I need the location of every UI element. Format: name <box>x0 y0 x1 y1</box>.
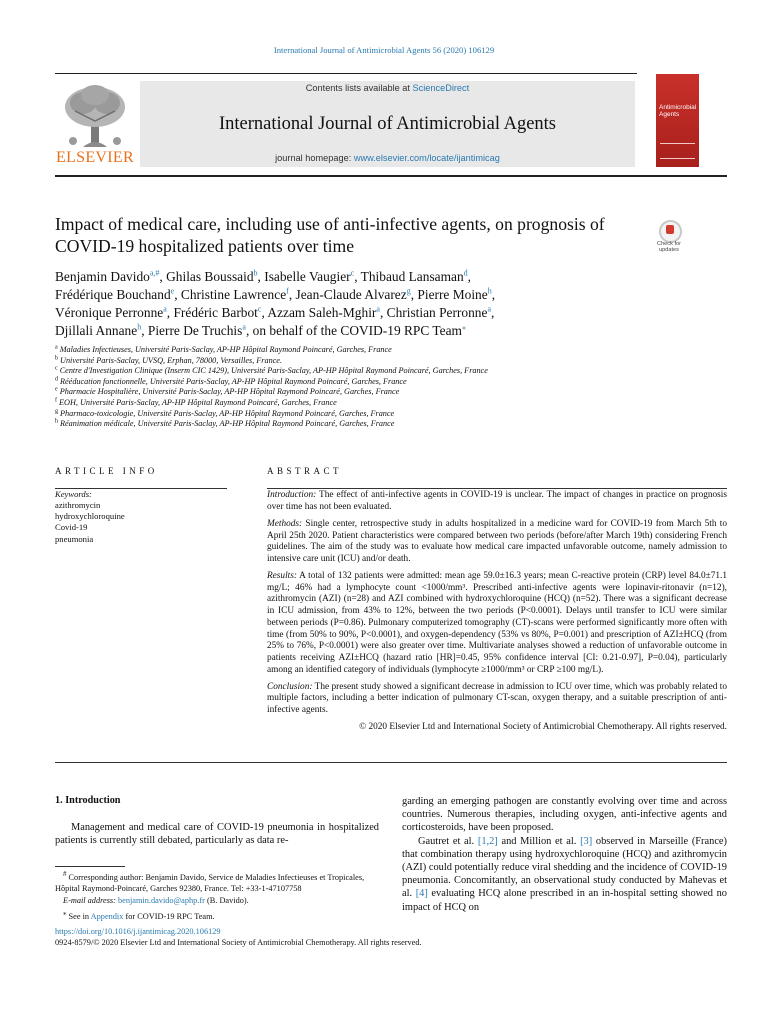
author-name: Jean-Claude Alvarez <box>295 287 407 302</box>
masthead-rule <box>55 175 727 177</box>
check-updates-line1: Check for <box>657 241 681 247</box>
abstract-introduction <box>267 490 727 513</box>
contents-prefix: Contents lists available at <box>305 83 413 93</box>
author: Jean-Claude Alvarez$^g$, <box>295 286 418 302</box>
affiliation <box>55 398 615 409</box>
author: Pierre Moine$^h$, <box>417 286 496 302</box>
email-note <box>55 895 385 906</box>
keyword: hydroxychloroquine <box>55 511 125 522</box>
author-affiliation-link[interactable]: a <box>376 304 380 314</box>
author: Isabelle Vaugier$^c$, <box>264 268 361 284</box>
author: Christian Perronne$^a$, <box>386 304 495 320</box>
author: Christine Lawrence$^f$, <box>180 286 296 302</box>
author-affiliation-link[interactable]: c <box>257 304 262 314</box>
author-affiliation-link[interactable]: g <box>406 286 411 296</box>
keyword-list <box>55 500 125 545</box>
check-updates-icon <box>659 220 682 243</box>
abstract-conclusion <box>267 682 727 717</box>
email-suffix: (B. Davido). <box>204 896 249 906</box>
affiliation-marker: g <box>55 407 58 414</box>
homepage-prefix: journal homepage: <box>275 153 354 163</box>
author-name: Ghilas Boussaid <box>166 269 254 284</box>
homepage-link[interactable]: www.elsevier.com/locate/ijantimicag <box>353 153 500 163</box>
email-label: E-mail address: <box>63 896 116 906</box>
abstract-copyright: © 2020 Elsevier Ltd and International Society of Antimicrobial Chemotherapy. All rights reserved. <box>359 722 727 733</box>
affiliation <box>55 345 615 356</box>
journal-reference[interactable]: International Journal of Antimicrobial Agents 56 (2020) 106129 <box>273 45 495 55</box>
author-affiliation-link[interactable]: ⁎ <box>461 322 466 332</box>
abstract-results <box>267 571 727 676</box>
cover-decoration <box>660 143 695 159</box>
keyword: azithromycin <box>55 500 101 510</box>
author-name: on behalf of the COVID-19 RPC Team <box>252 323 462 338</box>
author-affiliation-link[interactable]: d <box>463 268 468 278</box>
abstract-body <box>267 490 727 739</box>
abstract-bottom-rule <box>55 762 727 763</box>
affiliation-text: Rééducation fonctionnelle, Université Paris-Saclay, AP-HP Hôpital Raymond Poincaré, Garches, France <box>60 376 407 386</box>
footnote-text: for COVID-19 RPC Team. <box>123 911 215 921</box>
reference-link[interactable]: [3] <box>580 835 593 847</box>
author-affiliation-link[interactable]: f <box>286 286 289 296</box>
abstract-results-label: Results: <box>267 571 297 581</box>
affiliation-marker: f <box>55 397 57 404</box>
corresponding-author-note <box>55 869 385 894</box>
keyword: Covid-19 <box>55 522 88 533</box>
cover-title <box>659 104 696 118</box>
reference-link[interactable]: [4] <box>415 888 428 900</box>
author-name: Frédéric Barbot <box>173 305 258 320</box>
affiliation-marker: b <box>55 354 58 361</box>
author-affiliation-link[interactable]: h <box>487 286 492 296</box>
check-for-updates-button[interactable] <box>651 218 687 256</box>
author-affiliation-link[interactable]: b <box>253 268 258 278</box>
body-paragraph <box>402 835 727 914</box>
affiliation-text: Maladies Infectieuses, Université Paris-Saclay, AP-HP Hôpital Raymond Poincaré, Garches, France <box>59 345 392 354</box>
cover-title-line2: Agents <box>659 111 680 118</box>
journal-banner <box>140 81 635 167</box>
author: Thibaud Lansaman$^d$, <box>360 268 472 284</box>
affiliation-text: Université Paris-Saclay, UVSQ, Erphan, 78000, Versailles, France. <box>60 355 282 365</box>
email-link[interactable]: benjamin.davido@aphp.fr <box>118 896 205 906</box>
author: Benjamin Davido$^{a,\#}$, <box>55 268 167 284</box>
author: Pierre De Truchis$^a$, <box>147 322 253 338</box>
abstract-rule <box>267 488 727 489</box>
header-rule <box>55 73 637 74</box>
contents-availability <box>140 83 635 93</box>
affiliation-marker: a <box>55 344 58 351</box>
abstract-methods-text: Single center, retrospective study in adults hospitalized in a medicine ward for COVID-19 from March 5th to April 25th 2020. Patient characteristics were compared between two periods (before/after March 19th) considering French guidelines. The aim of the study was to evaluate how medical care impacted unfavorable outcome, namely admission to intensive care unit (ICU) and/or death. <box>267 518 727 564</box>
abstract-conclusion-label: Conclusion: <box>267 681 313 692</box>
appendix-link[interactable]: Appendix <box>90 911 124 921</box>
affiliation-text: Réanimation médicale, Université Paris-Saclay, AP-HP Hôpital Raymond Poincaré, Garches, France <box>60 419 395 429</box>
author: Frédérique Bouchand$^e$, <box>55 286 181 302</box>
check-updates-line2: updates <box>659 247 679 253</box>
body-text: Gautret et al. <box>418 835 478 847</box>
author-affiliation-link[interactable]: e <box>170 286 175 296</box>
affiliation-text: EOH, Université Paris-Saclay, AP-HP Hôpital Raymond Poincaré, Garches, France <box>59 397 337 407</box>
author: Azzam Saleh-Mghir$^a$, <box>267 304 387 320</box>
author-name: Véronique Perronne <box>55 305 164 320</box>
body-text: observed in Marseille (France) that combination therapy using hydroxychloroquine (HCQ) and azithromycin (AZI) could potentially reduce viral shedding and the incidence of COVID-19 pneumonia. Concomitantly, an observational study conducted by Mahevas et al. <box>402 835 728 900</box>
affiliation-marker: d <box>55 376 58 383</box>
affiliation <box>55 387 615 398</box>
publisher-wordmark: ELSEVIER <box>56 149 134 166</box>
author-affiliation-link[interactable]: h <box>137 322 142 332</box>
journal-cover-thumbnail[interactable] <box>656 74 699 167</box>
article-info-heading: ARTICLE INFO <box>55 466 158 476</box>
introduction-heading: 1. Introduction <box>55 795 121 806</box>
doi-link[interactable]: https://doi.org/10.1016/j.ijantimicag.2020.106129 <box>55 927 221 936</box>
author-name: Thibaud Lansaman <box>360 269 464 284</box>
sciencedirect-link[interactable]: ScienceDirect <box>412 83 470 93</box>
abstract-introduction-text: The effect of anti-infective agents in COVID-19 is unclear. The impact of changes in practice on prognosis over time has not been evaluated. <box>267 490 727 512</box>
affiliation <box>55 366 615 377</box>
author-group <box>253 323 466 338</box>
check-updates-label <box>651 241 687 253</box>
abstract-heading: ABSTRACT <box>267 466 343 476</box>
author-name: Isabelle Vaugier <box>264 269 351 284</box>
author-affiliation-link[interactable]: a <box>242 322 246 332</box>
footnote-rule <box>55 866 125 867</box>
body-text: and Million et al. <box>497 835 581 847</box>
keyword: pneumonia <box>55 533 94 544</box>
author: Frédéric Barbot$^c$, <box>173 304 268 320</box>
author-name: Christine Lawrence <box>180 287 287 302</box>
footnote-text: See in <box>66 911 91 921</box>
cover-title-line1: Antimicrobial <box>659 104 697 111</box>
affiliation-marker: h <box>55 418 58 425</box>
issn-copyright: 0924-8579/© 2020 Elsevier Ltd and International Society of Antimicrobial Chemotherapy. All rights reserved. <box>55 938 422 947</box>
abstract-introduction-label: Introduction: <box>267 490 317 500</box>
abstract-conclusion-text: The present study showed a significant decrease in admission to ICU over time, which was probably related to multiple factors, including a better indication of pulmonary CT-scan, oxygen therapy, and a suitable prescription of anti-infective agents. <box>267 681 727 716</box>
author-name: Pierre De Truchis <box>147 323 243 338</box>
author-name: Christian Perronne <box>386 305 488 320</box>
author: Ghilas Boussaid$^b$, <box>166 268 265 284</box>
affiliation-list <box>55 345 615 430</box>
footnotes <box>55 869 385 923</box>
author-name: Azzam Saleh-Mghir <box>267 305 377 320</box>
reference-link[interactable]: [1,2] <box>477 835 498 847</box>
author-name: Pierre Moine <box>417 287 488 302</box>
affiliation-text: Centre d'Investigation Clinique (Inserm CIC 1429), Université Paris-Saclay, AP-HP Hôpital Raymond Poincaré, Garches, France <box>59 366 488 376</box>
author-name: Benjamin Davido <box>55 269 150 284</box>
footnote-marker: ⁎ <box>63 909 67 917</box>
footnote-text: Corresponding author: Benjamin Davido, Service de Maladies Infectieuses et Tropicales, Hôpital Raymond-Poincaré, Garches 92380, France. Tel: +33-1-47107758 <box>55 872 365 893</box>
affiliation <box>55 356 615 367</box>
abstract-methods-label: Methods: <box>267 518 303 529</box>
author: Véronique Perronne$^a$, <box>55 304 174 320</box>
affiliation <box>55 409 615 420</box>
affiliation-marker: e <box>55 386 58 393</box>
author-name: Frédérique Bouchand <box>55 287 171 302</box>
affiliation <box>55 419 615 430</box>
affiliation-text: Pharmacie Hospitalière, Université Paris-Saclay, AP-HP Hôpital Raymond Poincaré, Garches, France <box>59 387 400 397</box>
article-title: Impact of medical care, including use of anti-infective agents, on prognosis of COVID-19 hospitalized patients over time <box>55 214 605 256</box>
body-right-column <box>402 795 727 914</box>
tree-icon <box>55 81 135 151</box>
body-text: evaluating HCQ alone prescribed in an in-hospital setting showed no impact of HCQ on <box>402 888 727 913</box>
affiliation <box>55 377 615 388</box>
affiliation-text: Pharmaco-toxicologie, Université Paris-Saclay, AP-HP Hôpital Raymond Poincaré, Garches, France <box>60 408 395 418</box>
abstract-results-text: A total of 132 patients were admitted: mean age 59.0±16.3 years; mean C-reactive protein (CRP) level 84.0±71.1 mg/L; 46% had a lymphocyte count <1000/mm³. Prescribed anti-infective agents were lopinavir-ritonavir (n=12), azithromycin (AZI) (n=28) and AZI combined with hydroxychloroquine (HCQ) (n=52). There was a significant decrease in ICU admission, from 43% to 12%, between the two periods (P<0.0001). Delays until transfer to ICU were similar between periods (P=0.86). Pulmonary computerized tomography (CT)-scans were performed significantly more often with time (from 50% to 90%, P<0.0001), and oxygen-dependency (53% vs 80%, P=0.001) and prescription of AZI±HCQ (from 25% to 76%, P<0.0001) were also greater over time. Multivariate analyses showed a reduction of unfavorable outcome in patients receiving AZI±HCQ (hazard ratio [HR]=0.45, 95% confidence interval [CI: 0.21-0.97], P=0.04), particularly among an identified category of individuals (lymphocyte ≥1000/mm³ or CRP ≥100 mg/L). <box>267 571 727 675</box>
author-affiliation-link[interactable]: c <box>350 268 355 278</box>
author: Djillali Annane$^h$, <box>55 322 148 338</box>
body-paragraph: garding an emerging pathogen are constantly evolving over time and across countries. Numerous therapies, including oxygen, anti-infective agents and corticosteroids, have been proposed. <box>402 796 727 834</box>
author-name: Djillali Annane <box>55 323 138 338</box>
body-left-column <box>55 821 379 847</box>
abstract-methods <box>267 519 727 566</box>
affiliation-marker: c <box>55 365 58 372</box>
author-affiliation-link[interactable]: a,# <box>149 268 160 278</box>
footnote-marker: # <box>63 871 67 878</box>
introduction-paragraph: Management and medical care of COVID-19 pneumonia in hospitalized patients is currently still debated, particularly as data re- <box>55 822 379 847</box>
journal-title: International Journal of Antimicrobial Agents <box>218 114 557 134</box>
journal-homepage <box>140 153 635 163</box>
team-note <box>55 908 385 922</box>
author-list <box>55 268 615 340</box>
author-affiliation-link[interactable]: a <box>163 304 167 314</box>
elsevier-logo[interactable] <box>55 81 135 167</box>
keywords-label: Keywords: <box>55 489 92 499</box>
author-affiliation-link[interactable]: a <box>487 304 491 314</box>
